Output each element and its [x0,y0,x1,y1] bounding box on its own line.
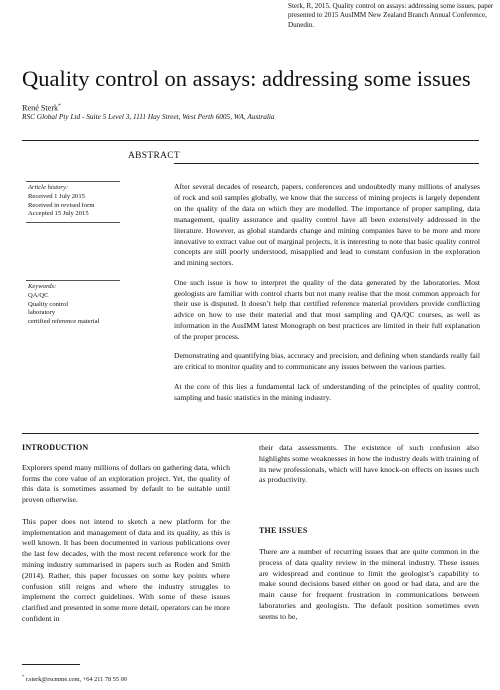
continuation-paragraph: their data assessments. The existence of such confusion also highlights some weaknesses in how the industry deals with training of its new professionals, which will have knock-on effects on issues such as productivity. [259,443,479,485]
history-bottom-rule [26,222,120,223]
abstract-paragraph: At the core of this lies a fundamental lack of understanding of the principles of quality control, sampling and basic statistics in the mining industry. [174,381,480,402]
paper-title: Quality control on assays: addressing some issues [22,66,471,91]
abstract-body [174,182,480,412]
introduction-paragraph: This paper does not intend to sketch a new platform for the implementation and management of data and its quality, as this is well known. It has been documented in various publications over the last few decades, with the most recent reference work for the mining industry summarised in papers such as Roden and Smith (2014). Rather, this paper focusses on some key points where confusion still reigns and where the industry struggles to implement the correct guidelines. With some of these issues clarified and presented in some more detail, operators can be more confident in [22,516,230,623]
article-history-label: Article history: [28,184,69,191]
footnote [22,673,127,684]
keywords-label: Keywords: [28,283,57,290]
title-rule [22,140,479,141]
keywords-top-rule [26,280,120,281]
keyword-item: laboratory [28,309,56,317]
abstract-bottom-rule [22,433,479,434]
issues-paragraph: There are a number of recurring issues that are quite common in the process of data quality review in the mineral industry. These issues are widespread and continue to limit the geologist’s capability to make sound decisions based either on good or bad data, and are the main cause for frequent frustration in communications between laboratories and geologists. The default position sometimes even seems to be, [259,546,479,621]
history-top-rule [26,181,120,182]
history-item: Received in revised form [28,201,95,209]
abstract-paragraph: One such issue is how to interpret the quality of the data generated by the laboratories. Most geologists are familiar with control charts but not many realise that the most common approach for their use is disputed. It doesn’t help that certified reference material providers provide conflicting advice on how to use their material and that most sampling and QA/QC courses, as well as information in the AusIMM latest Monograph on best practices are limited in their full explanation of the proper process. [174,277,480,342]
footnote-text: r.sterk@rscmme.com, +64 211 78 55 00 [25,676,127,684]
introduction-heading: INTRODUCTION [22,443,89,452]
right-column [259,443,479,633]
abstract-paragraph: Demonstrating and quantifying bias, accuracy and precision, and defining when standards really fail are critical to monitor quality and to communicate any issues between the various parties. [174,351,480,372]
keyword-item: QA/QC [28,291,49,299]
author-footnote-mark: * [58,103,61,109]
keyword-item: Quality control [28,300,69,308]
left-column [22,443,230,636]
issues-heading: THE ISSUES [259,526,308,536]
abstract-heading: ABSTRACT [128,151,181,161]
abstract-rule [174,163,479,164]
author-name: René Sterk [22,103,59,113]
history-item: Accepted 15 July 2015 [28,210,89,218]
citation-header: Sterk, R, 2015. Quality control on assays: addressing some issues, paper presented to 2015 AusIMM New Zealand Branch Annual Conference, Dunedin. [288,2,494,29]
abstract-paragraph: After several decades of research, papers, conferences and undoubtedly many millions of analyses of rock and soil samples globally, we know that the success of mining projects is largely dependent on the quality of the data on which they are modelled. The importance of proper sampling, data management, quality assurance and quality control have all been extensively addressed in the literature. However, as global standards change and mining companies have to be more and more innovative to extract value out of marginal projects, it is interesting to note that basic quality control concepts are still poorly understood, misapplied and lead to constant confusion in the exploration and mining sectors. [174,182,480,268]
keyword-item: certified reference material [28,318,100,326]
footnote-mark: * [22,674,25,679]
introduction-paragraph: Explorers spend many millions of dollars on gathering data, which forms the core value of an exploration project. Yet, the quality of this data is sometimes assumed by default to be suitable until proven otherwise. [22,462,230,505]
article-history [28,184,126,219]
keywords [28,283,126,327]
history-item: Received 1 July 2015 [28,192,85,200]
author-affiliation: RSC Global Pty Ltd - Suite 5 Level 3, 1111 Hay Street, West Perth 6005, WA, Australia [22,112,275,121]
footnote-rule [22,664,80,665]
